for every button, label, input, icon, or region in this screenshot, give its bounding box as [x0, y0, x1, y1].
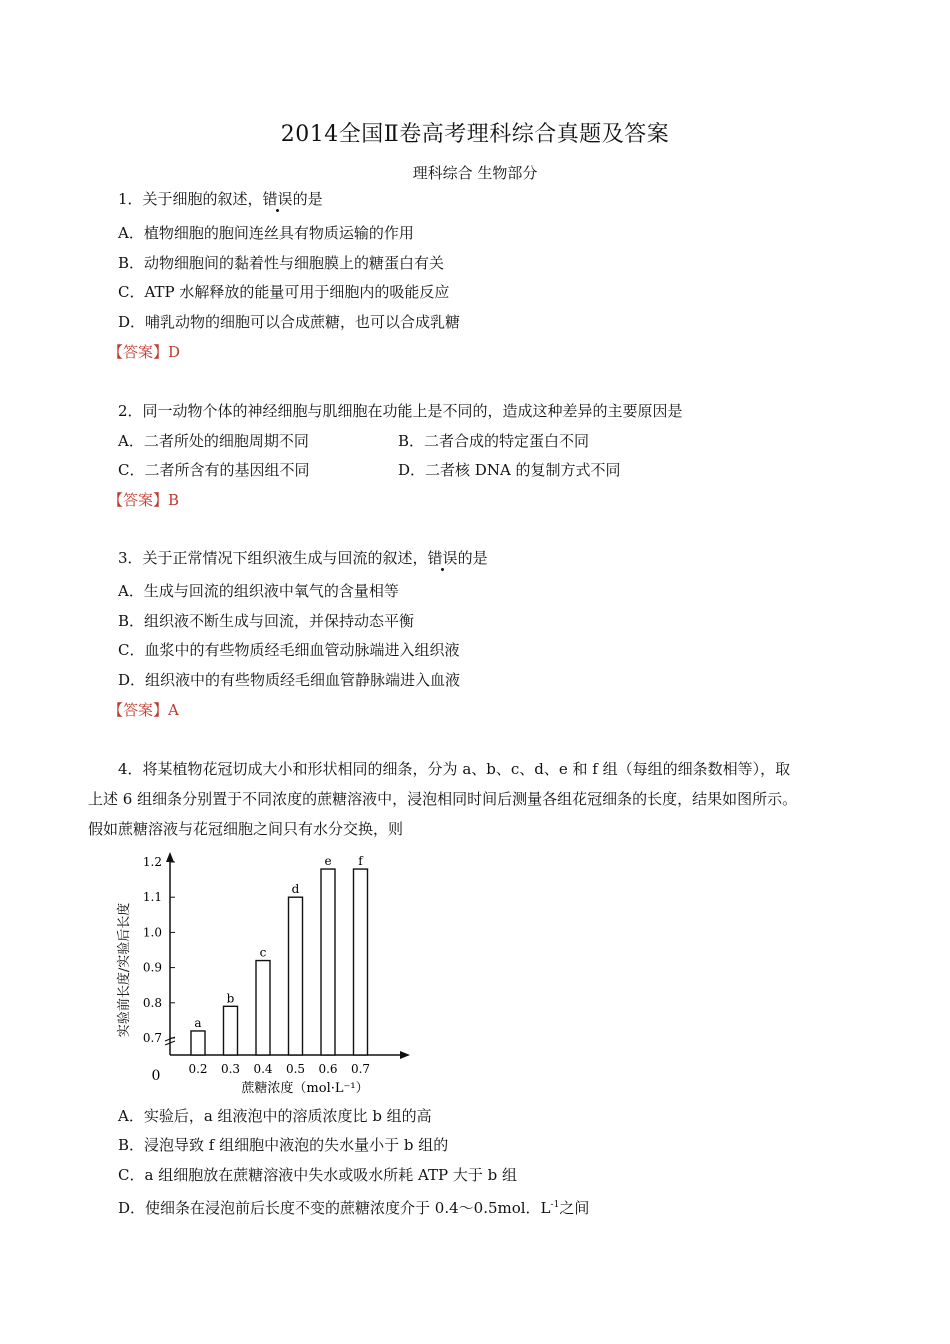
y-tick-label: 1.1 — [142, 890, 162, 905]
q3-stem-post: 的是 — [457, 549, 488, 567]
q4-option-a: A．实验后，a 组液泡中的溶质浓度比 b 组的高 — [118, 1107, 432, 1125]
q3-option-d: D．组织液中的有些物质经毛细血管静脉端进入血液 — [118, 671, 461, 689]
q3-stem-emphasis — [428, 549, 458, 567]
bar — [224, 1006, 238, 1055]
page-title: 2014全国Ⅱ卷高考理科综合真题及答案 — [280, 122, 670, 147]
q1-answer — [108, 341, 180, 363]
bar — [321, 869, 335, 1055]
y-tick-label: 0.8 — [142, 995, 162, 1010]
chart-origin-label: 0 — [151, 1068, 161, 1084]
q3-stem-pre: 3．关于正常情况下组织液生成与回流的叙述， — [118, 549, 428, 567]
x-tick-label: 0.6 — [318, 1062, 338, 1076]
bar-label: a — [194, 1015, 202, 1030]
q4-option-d-suffix: 之间 — [559, 1199, 590, 1217]
bar-label: b — [226, 991, 235, 1006]
q2-answer — [108, 489, 179, 511]
q3-answer-label: 【答案】 — [108, 701, 169, 719]
chart-x-ticks — [188, 1062, 370, 1076]
y-axis-arrow — [166, 852, 174, 862]
q4-option-d — [118, 1194, 589, 1219]
x-tick-label: 0.7 — [350, 1062, 371, 1076]
x-tick-label: 0.5 — [285, 1062, 306, 1076]
q2-option-c: C．二者所含有的基因组不同 — [118, 461, 310, 479]
q1-option-a: A．植物细胞的胞间连丝具有物质运输的作用 — [118, 224, 414, 242]
q2-stem: 2．同一动物个体的神经细胞与肌细胞在功能上是不同的，造成这种差异的主要原因是 — [118, 402, 683, 420]
q2-option-d: D．二者核 DNA 的复制方式不同 — [398, 461, 621, 479]
y-tick-label: 1.2 — [142, 855, 162, 869]
y-tick-label: 0.9 — [142, 960, 162, 975]
q1-stem-emphasis — [263, 190, 293, 208]
q4-stem-line3: 假如蔗糖溶液与花冠细胞之间只有水分交换，则 — [88, 820, 404, 838]
q1-answer-value: D — [168, 343, 181, 361]
bar-label: e — [324, 854, 332, 869]
q1-stem-post: 的是 — [292, 190, 323, 208]
q3-stem — [118, 547, 488, 569]
bar-chart — [110, 842, 430, 1098]
q1-option-d: D．哺乳动物的细胞可以合成蔗糖，也可以合成乳糖 — [118, 313, 461, 331]
bar — [256, 961, 270, 1055]
bar-label: f — [358, 854, 363, 869]
chart-axes — [165, 852, 410, 1059]
q1-answer-label: 【答案】 — [108, 343, 169, 361]
q2-option-b: B．二者合成的特定蛋白不同 — [398, 432, 590, 450]
q2-answer-label: 【答案】 — [108, 491, 169, 509]
chart-y-axis-label: 实验前长度/实验后长度 — [117, 902, 132, 1038]
q1-option-c: C．ATP 水解释放的能量可用于细胞内的吸能反应 — [118, 283, 450, 301]
q3-answer — [108, 699, 179, 721]
chart-x-axis-label: 蔗糖浓度（mol·L⁻¹） — [241, 1081, 369, 1096]
q4-option-c: C．a 组细胞放在蔗糖溶液中失水或吸水所耗 ATP 大于 b 组 — [118, 1166, 517, 1184]
q2-option-a: A．二者所处的细胞周期不同 — [118, 432, 309, 450]
y-tick-label: 1.0 — [142, 925, 162, 940]
bar — [354, 869, 368, 1055]
q3-answer-value: A — [168, 701, 179, 719]
q1-option-b: B．动物细胞间的黏着性与细胞膜上的糖蛋白有关 — [118, 254, 445, 272]
q4-option-d-superscript: -1 — [550, 1200, 560, 1210]
q4-stem-line1: 4．将某植物花冠切成大小和形状相同的细条，分为 a、b、c、d、e 和 f 组（每组的细条数相等），取 — [118, 760, 791, 778]
bar — [191, 1031, 205, 1055]
chart-bars — [191, 854, 368, 1055]
q4-option-b: B．浸泡导致 f 组细胞中液泡的失水量小于 b 组的 — [118, 1136, 449, 1154]
bar-label: c — [259, 945, 267, 960]
q3-option-c: C．血浆中的有些物质经毛细血管动脉端进入组织液 — [118, 641, 460, 659]
x-axis-arrow — [400, 1051, 410, 1059]
q1-stem-pre: 1．关于细胞的叙述， — [118, 190, 263, 208]
q2-answer-value: B — [168, 491, 180, 509]
q4-option-d-text: D．使细条在浸泡前后长度不变的蔗糖浓度介于 0.4～0.5mol．L — [118, 1199, 551, 1217]
q4-stem-line2: 上述 6 组细条分别置于不同浓度的蔗糖溶液中，浸泡相同时间后测量各组花冠细条的长度，结果如图所示。 — [88, 790, 798, 808]
bar-label: d — [291, 882, 300, 897]
q3-emph-text: 错误 — [427, 549, 458, 567]
x-tick-label: 0.2 — [188, 1062, 208, 1076]
page-subtitle: 理科综合 生物部分 — [412, 164, 538, 182]
x-tick-label: 0.3 — [220, 1062, 241, 1076]
x-tick-label: 0.4 — [253, 1062, 273, 1076]
bar — [289, 897, 303, 1055]
q1-stem — [118, 188, 323, 210]
q1-emph-text: 错误 — [262, 190, 293, 208]
q3-option-a: A．生成与回流的组织液中氧气的含量相等 — [118, 582, 399, 600]
y-tick-label: 0.7 — [142, 1031, 162, 1045]
q3-option-b: B．组织液不断生成与回流，并保持动态平衡 — [118, 612, 415, 630]
